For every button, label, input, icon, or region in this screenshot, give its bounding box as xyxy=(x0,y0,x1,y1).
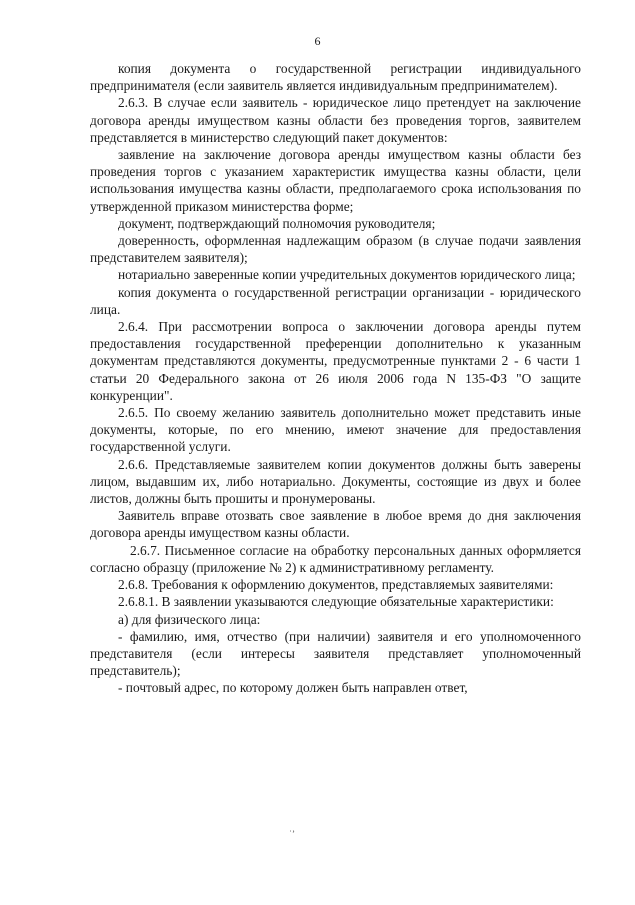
paragraph-2-6-4: 2.6.4. При рассмотрении вопроса о заключении договора аренды путем предоставления государственной преференции дополнительно к указанным документам представляются документы, предусмотренные пунктами 2 - 6 части 1 статьи 20 Федерального закона от 26 июля 2006 года N 135-ФЗ "О защите конкуренции". xyxy=(90,319,581,403)
paragraph-2-6-5: 2.6.5. По своему желанию заявитель дополнительно может представить иные документы, которые, по его мнению, имеют значение для предоставления государственной услуги. xyxy=(90,405,581,455)
paragraph-2-6-8: 2.6.8. Требования к оформлению документов, представляемых заявителями: xyxy=(118,577,554,593)
scan-artifact-mark: ˙’ xyxy=(289,829,295,839)
paragraph-2-6-3: 2.6.3. В случае если заявитель - юридическое лицо претендует на заключение договора аренды имуществом казны области без проведения торгов, заявителем представляется в министерство следующий пакет документов: xyxy=(90,95,581,145)
paragraph-individual: а) для физического лица: xyxy=(118,611,261,627)
paragraph-notarized-copies: нотариально заверенные копии учредительных документов юридического лица; xyxy=(118,267,576,283)
paragraph-power-of-attorney: доверенность, оформленная надлежащим образом (в случае подачи заявления представителем заявителя); xyxy=(90,233,581,266)
paragraph-org-registration-copy: копия документа о государственной регистрации организации - юридического лица. xyxy=(90,284,581,317)
paragraph-2-6-7: 2.6.7. Письменное согласие на обработку персональных данных оформляется согласно образцу (приложение № 2) к административному регламенту. xyxy=(90,542,581,575)
paragraph-authority-document: документ, подтверждающий полномочия руководителя; xyxy=(118,215,436,231)
paragraph-2-6-8-1: 2.6.8.1. В заявлении указываются следующие обязательные характеристики: xyxy=(118,594,554,610)
page-number: 6 xyxy=(314,34,321,48)
paragraph-application-lease: заявление на заключение договора аренды имуществом казны области без проведения торгов с указанием характеристик имущества казны области, цели использования имущества казны области, предполагаемого срока использования по утвержденной приказом министерства форме; xyxy=(90,147,581,214)
paragraph-full-name: - фамилию, имя, отчество (при наличии) заявителя и его уполномоченного представителя (если интересы заявителя представляет уполномоченный представитель); xyxy=(90,628,581,679)
document-body xyxy=(90,60,581,697)
paragraph-ip-registration-copy: копия документа о государственной регистрации индивидуального предпринимателя (если заявитель является индивидуальным предпринимателем). xyxy=(90,61,581,94)
paragraph-postal-address: - почтовый адрес, по которому должен быть направлен ответ, xyxy=(118,680,468,696)
paragraph-2-6-6: 2.6.6. Представляемые заявителем копии документов должны быть заверены лицом, выдавшим их, либо нотариально. Документы, состоящие из двух и более листов, должны быть прошиты и пронумерованы. xyxy=(90,456,581,507)
paragraph-withdraw-application: Заявитель вправе отозвать свое заявление в любое время до дня заключения договора аренды имуществом казны области. xyxy=(90,508,581,541)
